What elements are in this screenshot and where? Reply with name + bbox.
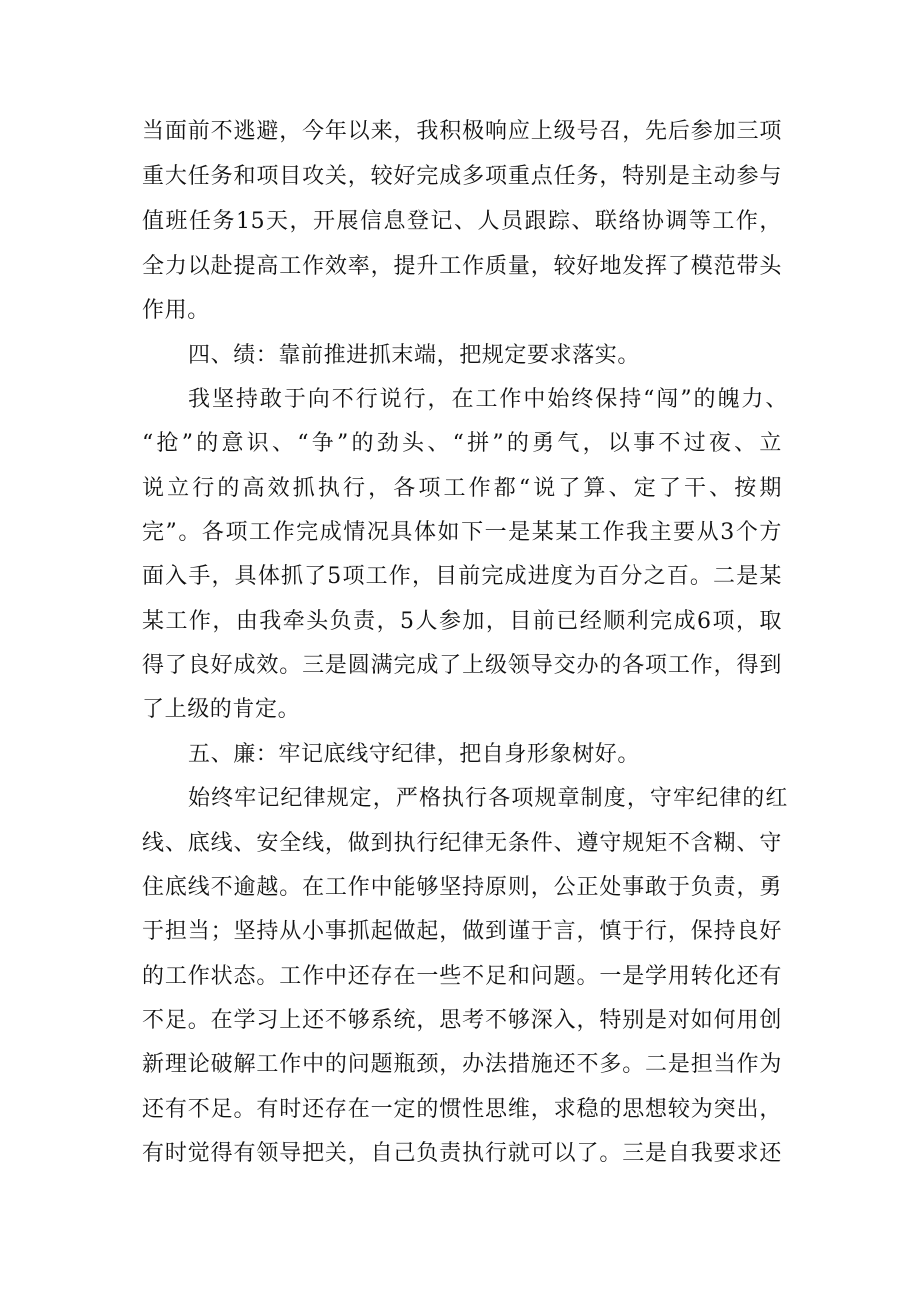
paragraph-line: 作用。: [142, 298, 210, 323]
paragraph-line: “抢”的意识、“争”的劲头、“拼”的勇气，以事不过夜、立: [142, 431, 782, 456]
paragraph-line: 于担当；坚持从小事抓起做起，做到谨于言，慎于行，保持良好: [142, 919, 782, 944]
paragraph-line: 还有不足。有时还存在一定的惯性思维，求稳的思想较为突出，: [142, 1097, 782, 1122]
paragraph-line: 新理论破解工作中的问题瓶颈，办法措施还不多。二是担当作为: [142, 1052, 782, 1077]
paragraph-line: 某工作，由我牵头负责，5人参加，目前已经顺利完成6项，取: [142, 609, 782, 634]
paragraph-line: 重大任务和项目攻关，较好完成多项重点任务，特别是主动参与: [142, 164, 782, 189]
paragraph-line: 值班任务15天，开展信息登记、人员跟踪、联络协调等工作，: [142, 209, 782, 234]
paragraph-line: 不足。在学习上还不够系统，思考不够深入，特别是对如何用创: [142, 1008, 782, 1033]
paragraph-line: 有时觉得有领导把关，自己负责执行就可以了。三是自我要求还: [142, 1141, 782, 1166]
paragraph-line: 的工作状态。工作中还存在一些不足和问题。一是学用转化还有: [142, 964, 782, 989]
paragraph-line: 全力以赴提高工作效率，提升工作质量，较好地发挥了模范带头: [142, 254, 782, 279]
paragraph-line: 了上级的肯定。: [142, 697, 301, 722]
paragraph-line: 我坚持敢于向不行说行，在工作中始终保持“闯”的魄力、: [188, 387, 788, 412]
paragraph-line: 线、底线、安全线，做到执行纪律无条件、遵守规矩不含糊、守: [142, 831, 782, 856]
section-heading-ji: 四、绩：靠前推进抓末端，把规定要求落实。: [188, 343, 641, 368]
paragraph-line: 说立行的高效抓执行，各项工作都“说了算、定了干、按期: [142, 476, 782, 501]
paragraph-line: 完”。各项工作完成情况具体如下一是某某工作我主要从3个方: [142, 520, 782, 545]
paragraph-line: 面入手，具体抓了5项工作，目前完成进度为百分之百。二是某: [142, 564, 782, 589]
paragraph-line: 住底线不逾越。在工作中能够坚持原则，公正处事敢于负责，勇: [142, 875, 782, 900]
paragraph-line: 得了良好成效。三是圆满完成了上级领导交办的各项工作，得到: [142, 653, 782, 678]
paragraph-line: 当面前不逃避，今年以来，我积极响应上级号召，先后参加三项: [142, 119, 782, 144]
paragraph-line: 始终牢记纪律规定，严格执行各项规章制度，守牢纪律的红: [188, 786, 788, 811]
section-heading-lian: 五、廉：牢记底线守纪律，把自身形象树好。: [188, 742, 641, 767]
